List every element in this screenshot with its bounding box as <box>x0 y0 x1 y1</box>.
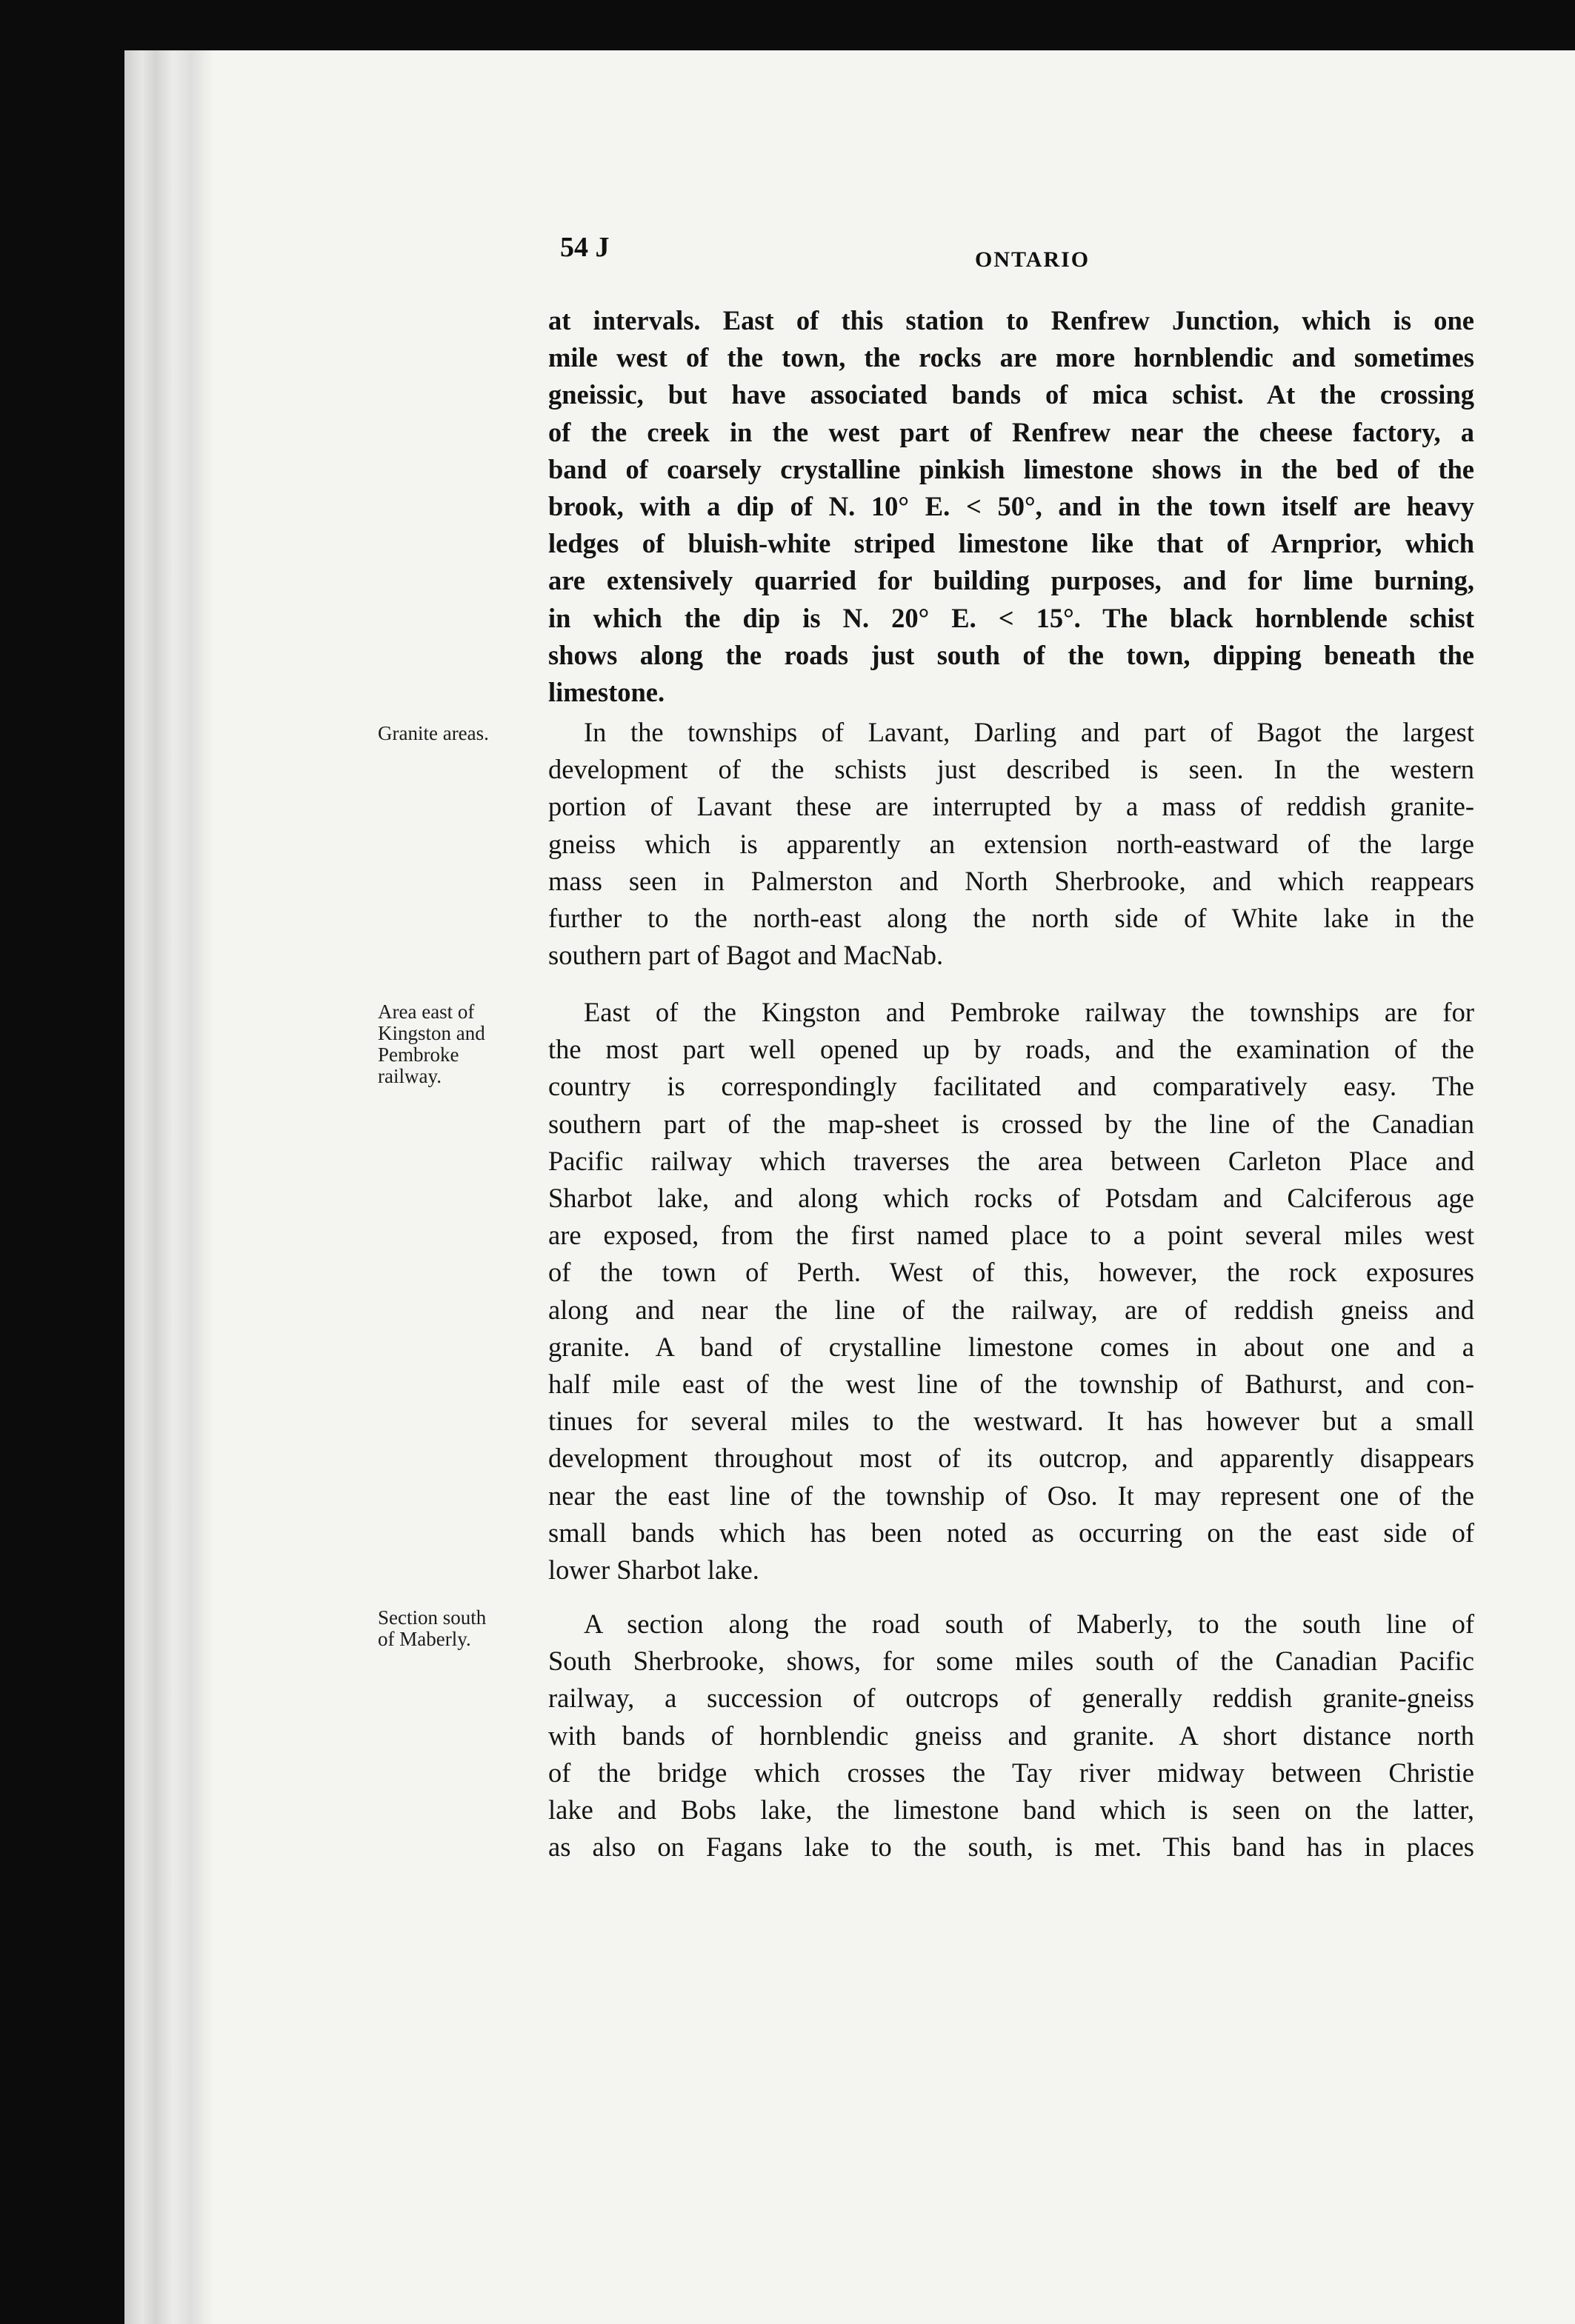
text-line: of the bridge which crosses the Tay river midway between Christie <box>548 1757 1474 1788</box>
text-line: railway, a succession of outcrops of generally reddish granite-gneiss <box>548 1683 1474 1714</box>
text-line: lake and Bobs lake, the limestone band which is seen on the latter, <box>548 1794 1474 1826</box>
margin-note-area-east <box>378 1001 545 1087</box>
text-line: are exposed, from the first named place to a point several miles west <box>548 1220 1474 1251</box>
text-line: as also on Fagans lake to the south, is met. This band has in places <box>548 1832 1474 1863</box>
margin-note-line: Section south <box>378 1606 487 1629</box>
text-line: are extensively quarried for building purposes, and for lime burning, <box>548 565 1474 596</box>
text-line: East of the Kingston and Pembroke railway the townships are for <box>584 997 1474 1027</box>
paragraph-1 <box>548 302 1474 711</box>
text-line: gneissic, but have associated bands of mica schist. At the crossing <box>548 379 1474 410</box>
text-line: limestone. <box>548 677 665 708</box>
text-line: in which the dip is N. 20° E. < 15°. The black hornblende schist <box>548 602 1474 633</box>
paragraph-3 <box>548 994 1474 1589</box>
paragraph-2 <box>548 714 1474 974</box>
text-line: mass seen in Palmerston and North Sherbrooke, and which reappears <box>548 865 1474 896</box>
text-line: development of the schists just described is seen. In the western <box>548 754 1474 785</box>
text-line: Sharbot lake, and along which rocks of Potsdam and Calciferous age <box>548 1183 1474 1214</box>
text-line: along and near the line of the railway, are of reddish gneiss and <box>548 1294 1474 1325</box>
text-line: further to the north-east along the north side of White lake in the <box>548 903 1474 934</box>
text-line: band of coarsely crystalline pinkish limestone shows in the bed of the <box>548 453 1474 484</box>
text-line: small bands which has been noted as occurring on the east side of <box>548 1517 1474 1548</box>
margin-note-line: Area east of <box>378 1001 475 1023</box>
text-line: with bands of hornblendic gneiss and granite. A short distance north <box>548 1720 1474 1751</box>
text-line: half mile east of the west line of the township of Bathurst, and con- <box>548 1369 1474 1400</box>
text-line: Pacific railway which traverses the area between Carleton Place and <box>548 1145 1474 1176</box>
text-line: gneiss which is apparently an extension north-eastward of the large <box>548 828 1474 859</box>
margin-note-line: Kingston and <box>378 1022 485 1044</box>
text-line: lower Sharbot lake. <box>548 1555 759 1586</box>
page-edge-shadow <box>124 50 213 2324</box>
text-line: In the townships of Lavant, Darling and part of Bagot the largest <box>584 717 1474 747</box>
paragraph-4 <box>548 1606 1474 1866</box>
text-line: portion of Lavant these are interrupted by a mass of reddish granite- <box>548 791 1474 822</box>
text-line: at intervals. East of this station to Renfrew Junction, which is one <box>548 305 1474 335</box>
margin-note-line: Granite areas. <box>378 722 489 744</box>
text-line: southern part of Bagot and MacNab. <box>548 940 944 971</box>
text-line: South Sherbrooke, shows, for some miles south of the Canadian Pacific <box>548 1646 1474 1677</box>
text-line: of the town of Perth. West of this, however, the rock exposures <box>548 1257 1474 1288</box>
running-title: ONTARIO <box>975 247 1090 272</box>
text-line: ledges of bluish-white striped limestone like that of Arnprior, which <box>548 528 1474 559</box>
margin-note-line: railway. <box>378 1065 442 1087</box>
text-line: brook, with a dip of N. 10° E. < 50°, and in the town itself are heavy <box>548 491 1474 522</box>
text-line: mile west of the town, the rocks are more hornblendic and sometimes <box>548 342 1474 373</box>
text-line: tinues for several miles to the westward. It has however but a small <box>548 1406 1474 1437</box>
text-line: of the creek in the west part of Renfrew near the cheese factory, a <box>548 416 1474 447</box>
text-line: the most part well opened up by roads, and the examination of the <box>548 1034 1474 1065</box>
text-line: granite. A band of crystalline limestone comes in about one and a <box>548 1331 1474 1362</box>
text-line: country is correspondingly facilitated and comparatively easy. The <box>548 1071 1474 1102</box>
margin-note-section-south <box>378 1607 545 1650</box>
text-line: near the east line of the township of Oso. It may represent one of the <box>548 1480 1474 1511</box>
page-number: 54 J <box>560 232 610 263</box>
text-line: development throughout most of its outcrop, and apparently disappears <box>548 1443 1474 1474</box>
page-header <box>560 231 1464 276</box>
text-line: shows along the roads just south of the town, dipping beneath the <box>548 639 1474 670</box>
margin-note-granite-areas <box>378 723 545 744</box>
text-line: A section along the road south of Maberly, to the south line of <box>584 1609 1474 1639</box>
margin-note-line: of Maberly. <box>378 1628 471 1650</box>
margin-note-line: Pembroke <box>378 1044 459 1066</box>
text-line: southern part of the map-sheet is crossed by the line of the Canadian <box>548 1108 1474 1139</box>
